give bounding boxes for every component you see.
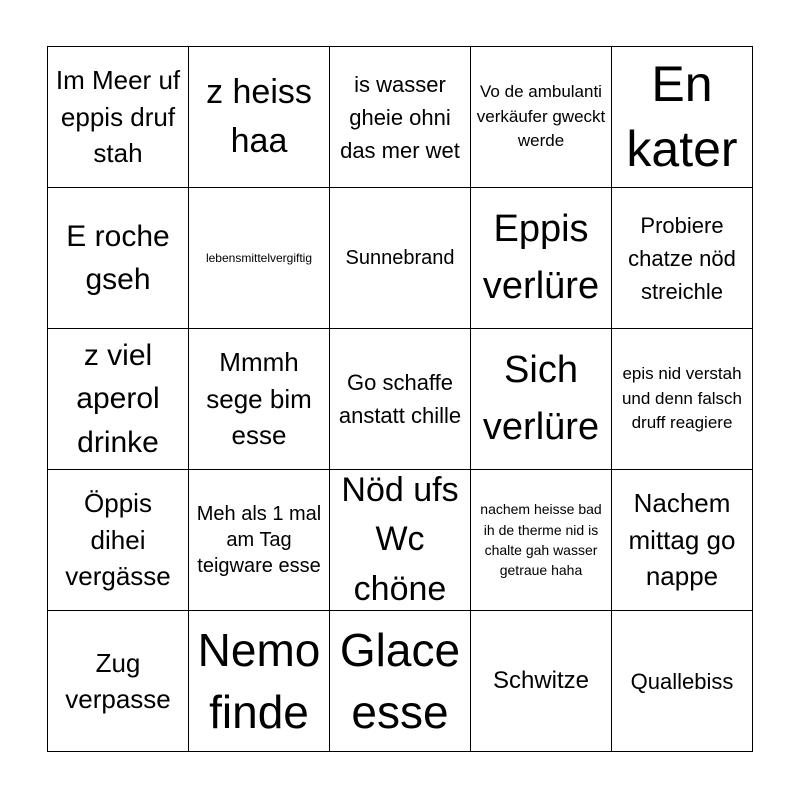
bingo-cell[interactable]: Zug verpasse [48, 611, 189, 752]
bingo-cell[interactable]: Go schaffe anstatt chille [330, 329, 471, 470]
bingo-cell[interactable]: Öppis dihei vergässe [48, 470, 189, 611]
bingo-board [47, 46, 753, 752]
bingo-cell[interactable]: Meh als 1 mal am Tag teigware esse [189, 470, 330, 611]
bingo-cell[interactable]: Mmmh sege bim esse [189, 329, 330, 470]
bingo-cell[interactable]: z viel aperol drinke [48, 329, 189, 470]
bingo-cell[interactable]: nachem heisse bad ih de therme nid is chalte gah wasser getraue haha [471, 470, 612, 611]
bingo-cell[interactable]: En kater [612, 47, 753, 188]
bingo-cell[interactable]: lebensmittelvergiftig [189, 188, 330, 329]
bingo-cell[interactable]: Eppis verlüre [471, 188, 612, 329]
bingo-cell[interactable]: is wasser gheie ohni das mer wet [330, 47, 471, 188]
bingo-cell[interactable]: Quallebiss [612, 611, 753, 752]
bingo-cell[interactable]: Nachem mittag go nappe [612, 470, 753, 611]
bingo-cell[interactable]: Im Meer uf eppis druf stah [48, 47, 189, 188]
bingo-cell[interactable]: epis nid verstah und denn falsch druff reagiere [612, 329, 753, 470]
bingo-cell[interactable]: Sich verlüre [471, 329, 612, 470]
bingo-cell[interactable]: Schwitze [471, 611, 612, 752]
bingo-cell[interactable]: Nöd ufs Wc chöne [330, 470, 471, 611]
bingo-cell[interactable]: Sunnebrand [330, 188, 471, 329]
bingo-cell[interactable]: z heiss haa [189, 47, 330, 188]
bingo-cell[interactable]: E roche gseh [48, 188, 189, 329]
bingo-cell[interactable]: Glace esse [330, 611, 471, 752]
bingo-cell[interactable]: Nemo finde [189, 611, 330, 752]
bingo-cell[interactable]: Probiere chatze nöd streichle [612, 188, 753, 329]
bingo-cell[interactable]: Vo de ambulanti verkäufer gweckt werde [471, 47, 612, 188]
